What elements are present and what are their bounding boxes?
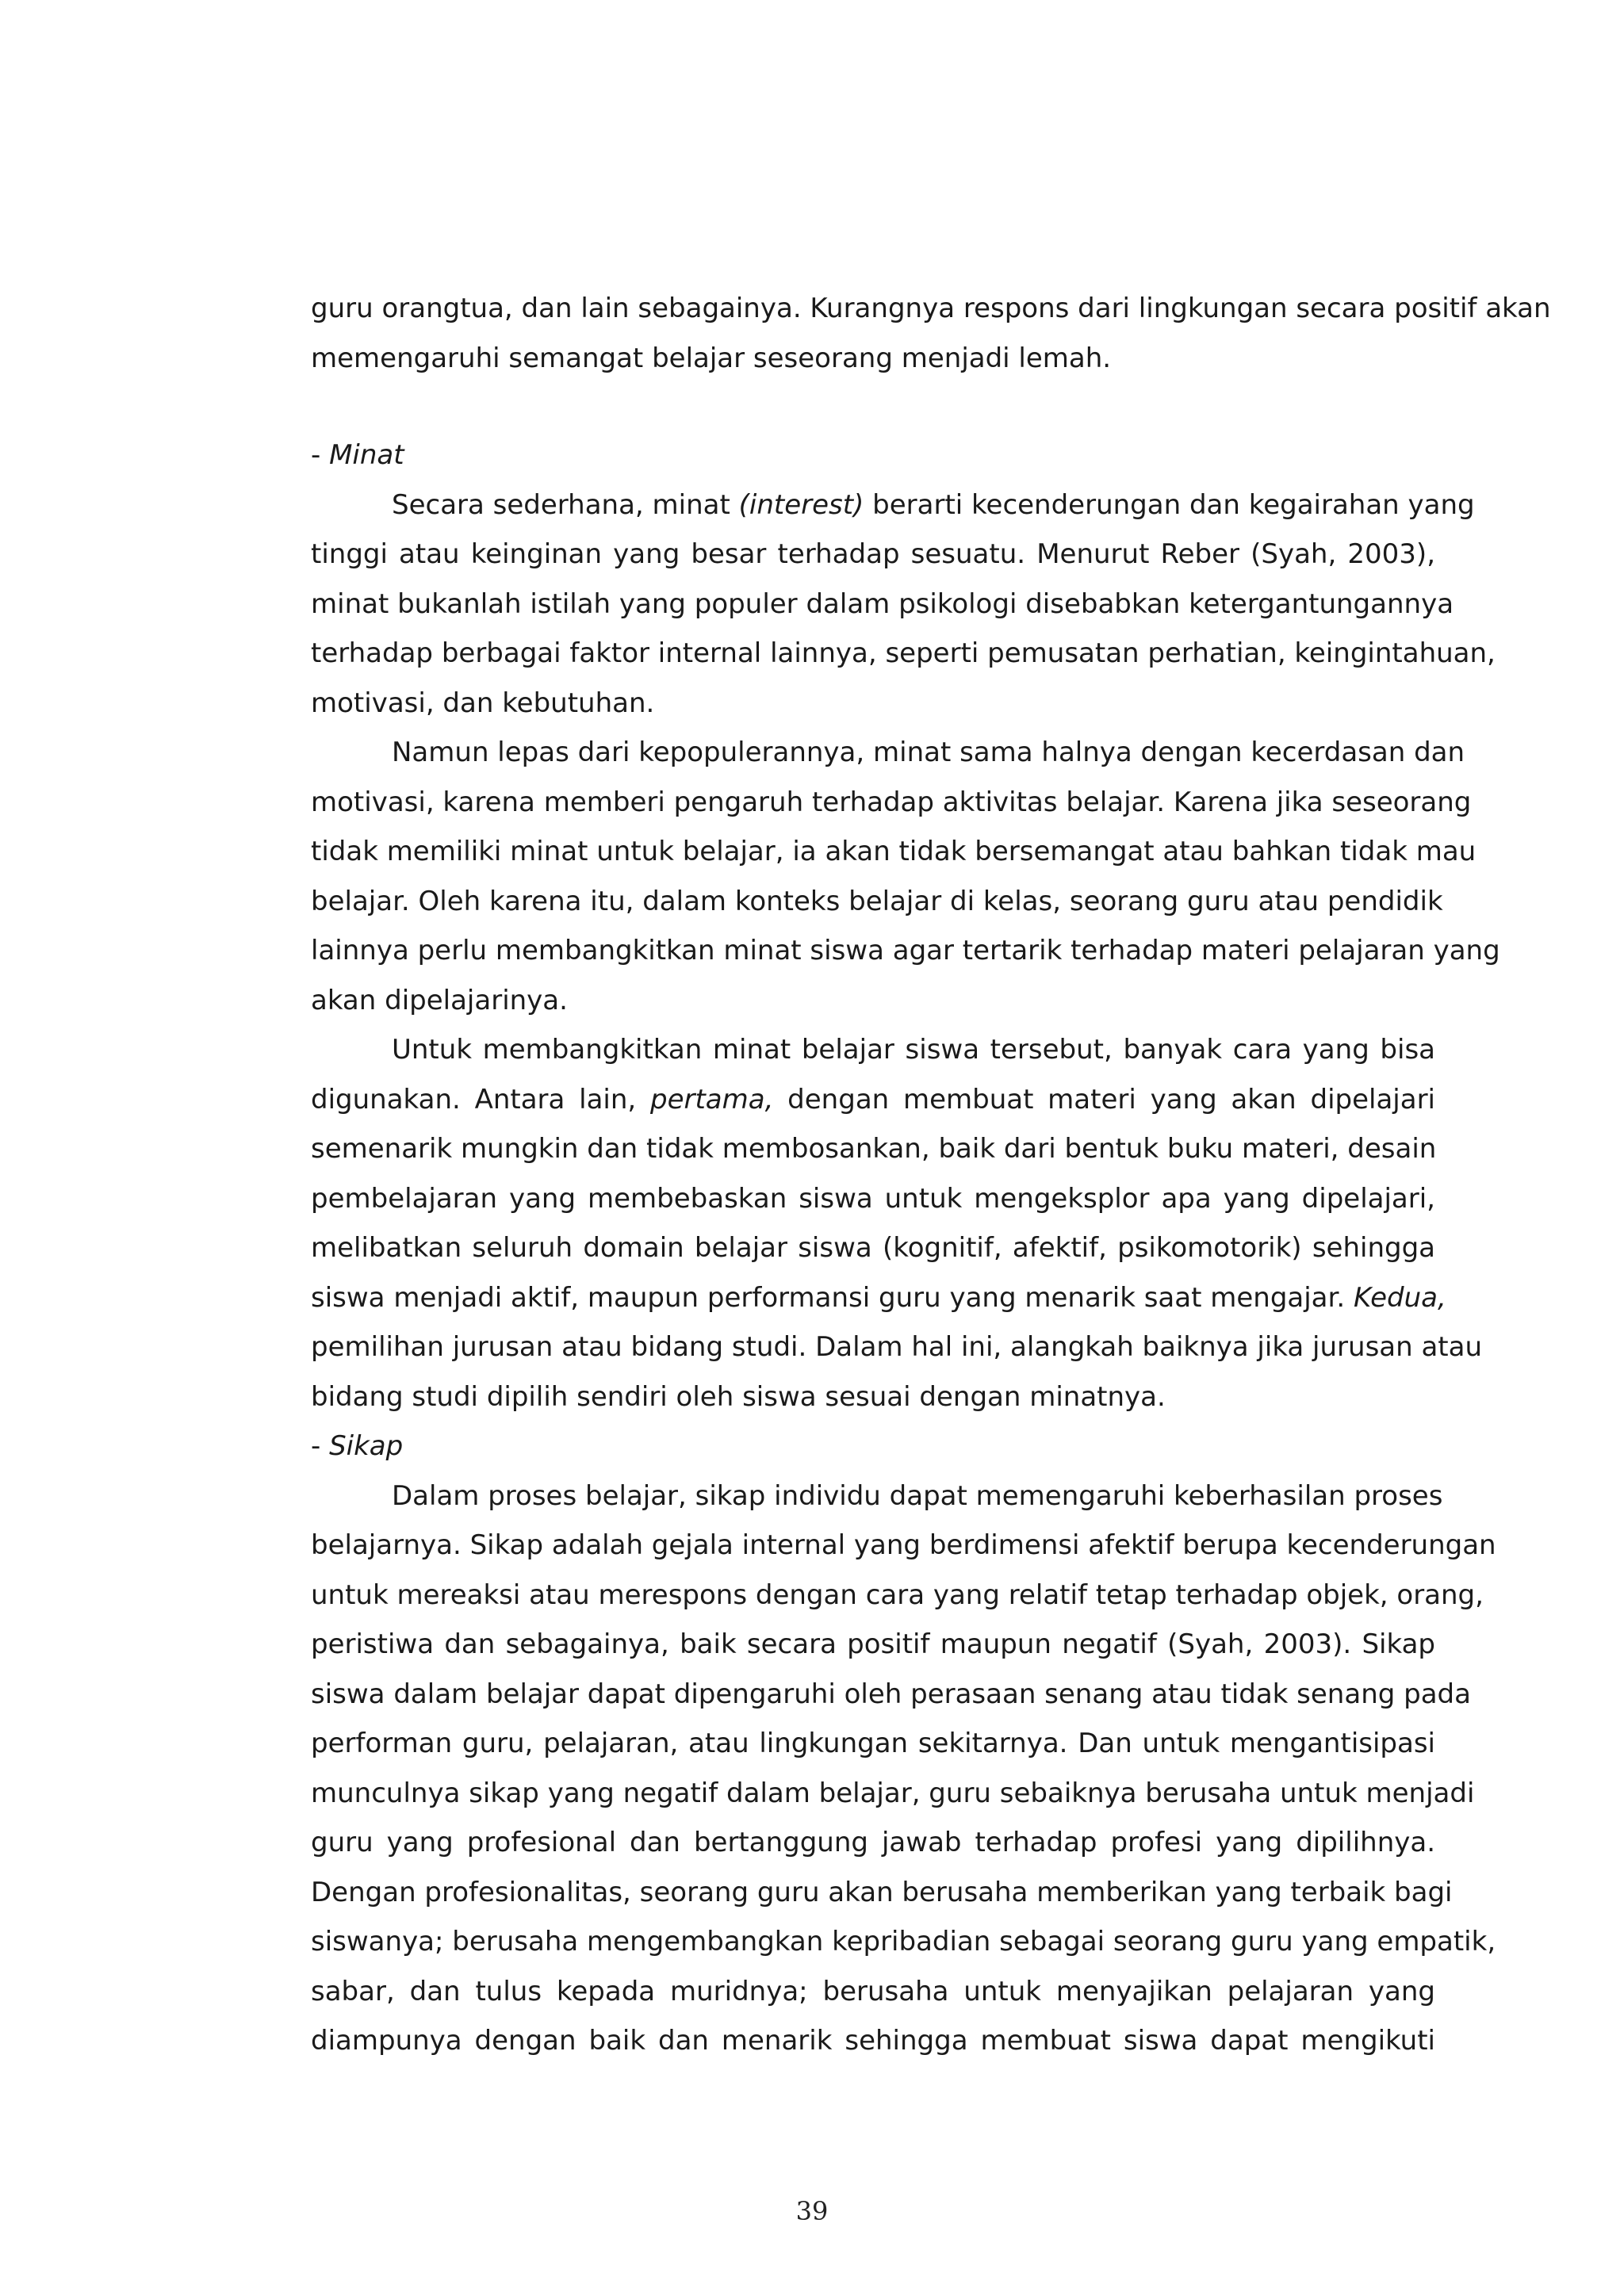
text-line: siswa dalam belajar dapat dipengaruhi oleh perasaan senang atau tidak senang pada xyxy=(311,1678,1471,1710)
continued-paragraph xyxy=(311,284,1551,383)
text-span: digunakan. Antara lain, xyxy=(311,1083,650,1115)
text-line: guru orangtua, dan lain sebagainya. Kurangnya respons dari lingkungan secara positif akan xyxy=(311,293,1551,324)
text-line: memengaruhi semangat belajar seseorang menjadi lemah. xyxy=(311,342,1112,374)
text-line: Namun lepas dari kepopulerannya, minat sama halnya dengan kecerdasan dan xyxy=(392,737,1465,768)
text-line: guru yang profesional dan bertanggung jawab terhadap profesi yang dipilihnya. xyxy=(311,1827,1435,1858)
text-line: semenarik mungkin dan tidak membosankan, baik dari bentuk buku materi, desain xyxy=(311,1133,1437,1165)
text-line: tinggi atau keinginan yang besar terhadap sesuatu. Menurut Reber (Syah, 2003), xyxy=(311,538,1435,570)
italic-term: pertama, xyxy=(650,1083,774,1115)
page-number: 39 xyxy=(795,2196,829,2226)
italic-term: (interest) xyxy=(738,488,864,521)
heading-text: Minat xyxy=(329,439,404,471)
text-line: minat bukanlah istilah yang populer dalam psikologi disebabkan ketergantungannya xyxy=(311,587,1454,620)
text-line: Dengan profesionalitas, seorang guru akan berusaha memberikan yang terbaik bagi xyxy=(311,1876,1453,1908)
text-line: diampunya dengan baik dan menarik sehingga membuat siswa dapat mengikuti xyxy=(311,2025,1435,2057)
text-line: motivasi, dan kebutuhan. xyxy=(311,687,655,719)
document-page xyxy=(311,284,1551,2066)
text-line: melibatkan seluruh domain belajar siswa (kognitif, afektif, psikomotorik) sehingga xyxy=(311,1232,1435,1264)
text-line: motivasi, karena memberi pengaruh terhadap aktivitas belajar. Karena jika seseorang xyxy=(311,786,1472,818)
text-line: belajarnya. Sikap adalah gejala internal yang berdimensi afektif berupa kecenderungan xyxy=(311,1529,1496,1561)
text-line: sabar, dan tulus kepada muridnya; berusaha untuk menyajikan pelajaran yang xyxy=(311,1975,1435,2007)
text-line: lainnya perlu membangkitkan minat siswa agar tertarik terhadap materi pelajaran yang xyxy=(311,935,1500,966)
text-line: munculnya sikap yang negatif dalam belajar, guru sebaiknya berusaha untuk menjadi xyxy=(311,1777,1475,1809)
text-span: siswa menjadi aktif, maupun performansi guru yang menarik saat mengajar. xyxy=(311,1281,1354,1314)
text-line xyxy=(311,1075,1435,1125)
section-heading-minat xyxy=(311,430,1435,480)
text-line: performan guru, pelajaran, atau lingkungan sekitarnya. Dan untuk mengantisipasi xyxy=(311,1728,1435,1759)
text-span: berarti kecenderungan dan kegairahan yang xyxy=(864,488,1475,521)
section-heading-sikap xyxy=(311,1422,1435,1471)
text-line: bidang studi dipilih sendiri oleh siswa sesuai dengan minatnya. xyxy=(311,1380,1166,1413)
heading-text: Sikap xyxy=(329,1430,404,1462)
text-span: dengan membuat materi yang akan dipelajari xyxy=(773,1083,1436,1115)
paragraph-minat-2 xyxy=(311,728,1500,1025)
text-line: akan dipelajarinya. xyxy=(311,984,568,1016)
text-line xyxy=(311,480,1475,530)
text-line: Untuk membangkitkan minat belajar siswa tersebut, banyak cara yang bisa xyxy=(392,1034,1435,1066)
text-line xyxy=(311,1273,1446,1323)
paragraph-gap xyxy=(311,383,1435,430)
heading-dash: - xyxy=(311,1430,330,1462)
italic-term: Kedua, xyxy=(1354,1281,1446,1314)
text-line: belajar. Oleh karena itu, dalam konteks belajar di kelas, seorang guru atau pendidik xyxy=(311,885,1443,917)
text-line: untuk mereaksi atau merespons dengan cara yang relatif tetap terhadap objek, orang, xyxy=(311,1578,1484,1611)
text-line: pemilihan jurusan atau bidang studi. Dalam hal ini, alangkah baiknya jika jurusan atau xyxy=(311,1331,1483,1363)
text-line: tidak memiliki minat untuk belajar, ia akan tidak bersemangat atau bahkan tidak mau xyxy=(311,836,1477,867)
text-line: peristiwa dan sebagainya, baik secara positif maupun negatif (Syah, 2003). Sikap xyxy=(311,1628,1435,1660)
heading-dash: - xyxy=(311,439,330,471)
text-line: terhadap berbagai faktor internal lainnya, seperti pemusatan perhatian, keingintahuan, xyxy=(311,637,1496,669)
text-line: Dalam proses belajar, sikap individu dapat memengaruhi keberhasilan proses xyxy=(392,1479,1443,1512)
text-line: siswanya; berusaha mengembangkan kepribadian sebagai seorang guru yang empatik, xyxy=(311,1926,1496,1957)
text-line: pembelajaran yang membebaskan siswa untuk mengeksplor apa yang dipelajari, xyxy=(311,1182,1435,1215)
paragraph-minat-3 xyxy=(311,1025,1483,1422)
text-span: Secara sederhana, minat xyxy=(392,488,739,521)
paragraph-minat-1 xyxy=(311,480,1496,729)
paragraph-sikap-1 xyxy=(311,1471,1496,2066)
